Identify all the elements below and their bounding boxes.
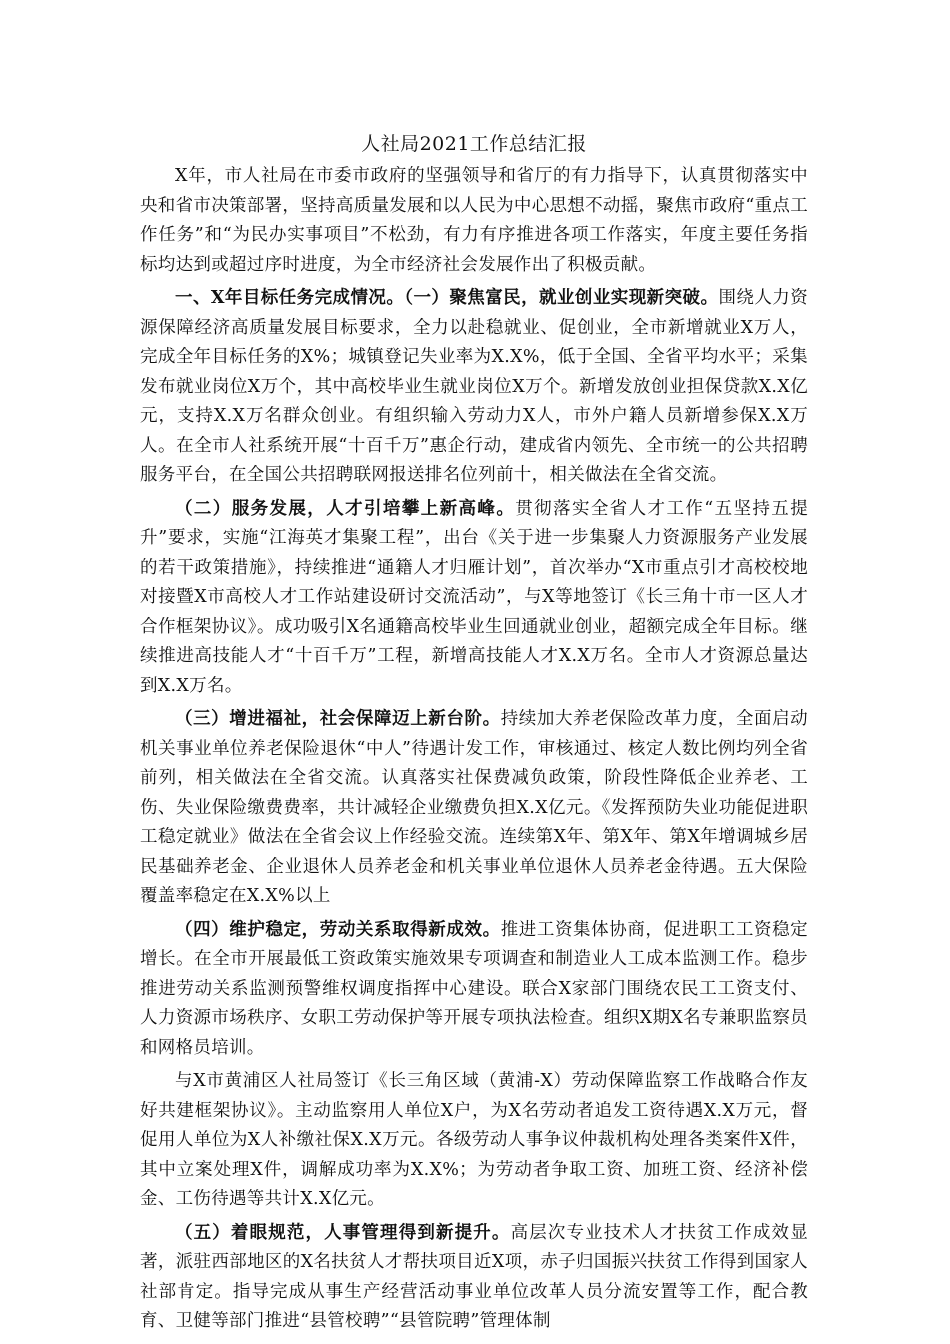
- paragraph-text: 高层次专业技术人才扶贫工作成效显著，派驻西部地区的X名扶贫人才帮扶项目近X项，赤子归国振兴扶贫工作得到国家人社部肯定。指导完成从事生产经营活动事业单位改革人员分流安置等工作，配合教育、卫健等部门推进“县管校聘”“县管院聘”管理体制: [140, 1222, 808, 1331]
- paragraph-text: 与X市黄浦区人社局签订《长三角区域（黄浦-X）劳动保障监察工作战略合作友好共建框架协议》。主动监察用人单位X户，为X名劳动者追发工资待遇X.X万元，督促用人单位为X人补缴社保X.X万元。各级劳动人事争议仲裁机构处理各类案件X件，其中立案处理X件，调解成功率为X.X%；为劳动者争取工资、加班工资、经济补偿金、工伤待遇等共计X.X亿元。: [140, 1071, 808, 1209]
- paragraph-heading: （四）维护稳定，劳动关系取得新成效。: [175, 919, 501, 940]
- paragraph-heading: （五）着眼规范，人事管理得到新提升。: [175, 1222, 511, 1243]
- document-title: 人社局2021工作总结汇报: [361, 133, 587, 155]
- paragraph-intro: [140, 162, 808, 280]
- paragraph-text: 推进工资集体协商，促进职工工资稳定增长。在全市开展最低工资政策实施效果专项调查和制造业人工成本监测工作。稳步推进劳动关系监测预警维权调度指挥中心建设。联合X家部门围绕农民工工资支付、人力资源市场秩序、女职工劳动保护等开展专项执法检查。组织X期X名专兼职监察员和网格员培训。: [140, 919, 808, 1058]
- paragraph-text: 围绕人力资源保障经济高质量发展目标要求，全力以赴稳就业、促创业，全市新增就业X万人，完成全年目标任务的X%；城镇登记失业率为X.X%，低于全国、全省平均水平；采集发布就业岗位X万个，其中高校毕业生就业岗位X万个。新增发放创业担保贷款X.X亿元，支持X.X万名群众创业。有组织输入劳动力X人，市外户籍人员新增参保X.X万人。在全市人社系统开展“十百千万”惠企行动，建成省内领先、全市统一的公共招聘服务平台，在全国公共招聘联网报送排名位列前十，相关做法在全省交流。: [140, 288, 808, 485]
- paragraph-personnel: [140, 1219, 808, 1337]
- paragraph-text: X年，市人社局在市委市政府的坚强领导和省厅的有力指导下，认真贯彻落实中央和省市决策部署，坚持高质量发展和以人民为中心思想不动摇，聚焦市政府“重点工作任务”和“为民办实事项目”不松劲，有力有序推进各项工作落实，年度主要任务指标均达到或超过序时进度，为全市经济社会发展作出了积极贡献。: [140, 166, 808, 275]
- paragraph-social-security: [140, 705, 808, 912]
- paragraph-heading: 一、X年目标任务完成情况。（一）聚焦富民，就业创业实现新突破。: [175, 288, 719, 308]
- paragraph-employment: [140, 284, 808, 491]
- paragraph-heading: （二）服务发展，人才引培攀上新高峰。: [175, 498, 516, 519]
- paragraph-talent: [140, 495, 808, 702]
- paragraph-text: 贯彻落实全省人才工作“五坚持五提升”要求，实施“江海英才集聚工程”，出台《关于进一步集聚人力资源服务产业发展的若干政策措施》，持续推进“通籍人才归雁计划”，首次举办“X市重点引才高校校地对接暨X市高校人才工作站建设研讨交流活动”，与X等地签订《长三角十市一区人才合作框架协议》。成功吸引X名通籍高校毕业生回通就业创业，超额完成全年目标。继续推进高技能人才“十百千万”工程，新增高技能人才X.X万名。全市人才资源总量达到X.X万名。: [140, 498, 808, 696]
- paragraph-text: 持续加大养老保险改革力度，全面启动机关事业单位养老保险退休“中人”待遇计发工作，审核通过、核定人数比例均列全省前列，相关做法在全省交流。认真落实社保费减负政策，阶段性降低企业养老、工伤、失业保险缴费费率，共计减轻企业缴费负担X.X亿元。《发挥预防失业功能促进职工稳定就业》做法在全省会议上作经验交流。连续第X年、第X年、第X年增调城乡居民基础养老金、企业退休人员养老金和机关事业单位退休人员养老金待遇。五大保险覆盖率稳定在X.X%以上: [140, 709, 808, 906]
- paragraph-labor-relations: [140, 916, 808, 1064]
- paragraph-labor-supervision: [140, 1067, 808, 1215]
- paragraph-heading: （三）增进福祉，社会保障迈上新台阶。: [175, 709, 501, 729]
